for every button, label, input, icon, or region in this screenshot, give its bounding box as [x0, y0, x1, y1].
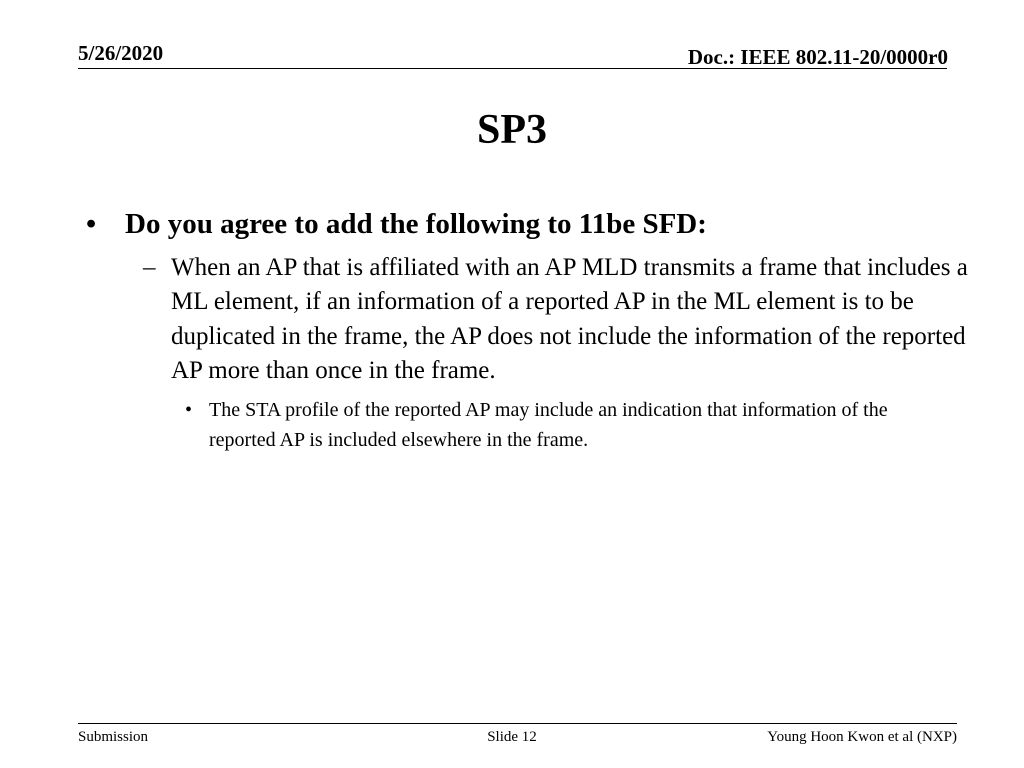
- header-date: 5/26/2020: [78, 41, 164, 65]
- bullet-text: Do you agree to add the following to 11be SFD:: [125, 208, 707, 240]
- header-document-id: Doc.: IEEE 802.11-20/0000r0: [687, 45, 948, 69]
- bullet-marker: •: [185, 399, 193, 421]
- footer-author: Young Hoon Kwon et al (NXP): [767, 729, 957, 745]
- footer-submission: Submission: [78, 729, 149, 745]
- bullet-marker: •: [86, 208, 97, 240]
- bullet-text: When an AP that is affiliated with an AP MLD transmits a frame that includes a ML element, if an information of a reported AP in the ML element is to be duplicated in the frame, the AP does not include the information of the reported AP more than once in the frame.: [171, 254, 968, 384]
- bullet-text: The STA profile of the reported AP may include an indication that information of the reported AP is included elsewhere in the frame.: [209, 399, 888, 451]
- footer-slide-number: Slide 12: [487, 729, 537, 745]
- footer-divider: [78, 723, 957, 724]
- dash-marker: –: [143, 254, 156, 281]
- slide-title: SP3: [476, 107, 547, 153]
